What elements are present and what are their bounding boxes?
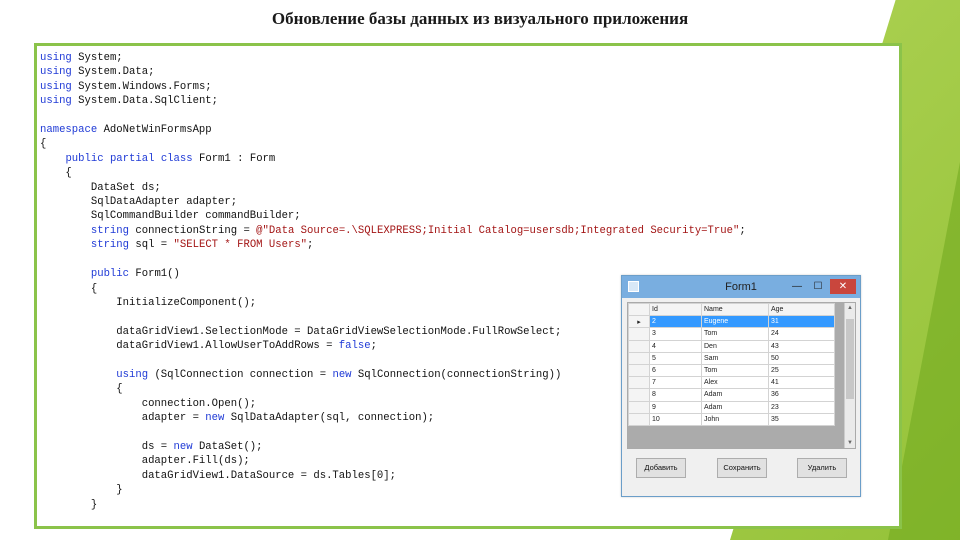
cell-id[interactable]: 10	[650, 413, 702, 425]
table-row[interactable]	[629, 316, 835, 328]
table-row[interactable]	[629, 364, 835, 376]
table-row[interactable]	[629, 328, 835, 340]
code-token	[40, 225, 91, 237]
code-keyword: false	[338, 340, 371, 353]
code-token: System;	[71, 52, 123, 64]
table-row[interactable]	[629, 377, 835, 389]
cell-id[interactable]: 5	[650, 352, 702, 364]
code-keyword: public	[90, 268, 130, 281]
code-keyword: new	[332, 368, 352, 381]
code-string: @"Data Source=.\SQLEXPRESS;Initial Catalog=usersdb;Integrated Security=True"	[256, 224, 740, 237]
cell-age[interactable]: 24	[769, 328, 835, 340]
vertical-scrollbar[interactable]	[844, 303, 855, 448]
code-token: InitializeComponent();	[40, 296, 257, 309]
code-keyword: namespace	[40, 124, 98, 137]
row-header[interactable]	[629, 328, 650, 340]
code-line	[40, 268, 180, 280]
code-token: }	[40, 484, 123, 497]
code-token: SqlConnection(connectionString))	[351, 368, 562, 381]
minimize-icon[interactable]: —	[792, 281, 802, 292]
code-token: ds =	[40, 440, 174, 453]
current-row-arrow-icon[interactable]: ▸	[629, 316, 650, 328]
row-header[interactable]	[629, 340, 650, 352]
cell-age[interactable]: 50	[769, 352, 835, 364]
column-header-age[interactable]: Age	[769, 304, 835, 316]
code-keyword: using	[40, 80, 72, 93]
column-header-id[interactable]: Id	[650, 304, 702, 316]
users-table	[628, 303, 835, 426]
code-line	[40, 412, 434, 424]
code-token: ;	[307, 239, 314, 252]
window-controls	[788, 279, 856, 294]
close-icon[interactable]: ✕	[830, 279, 856, 294]
code-token	[40, 268, 91, 280]
code-token: SqlDataAdapter adapter;	[40, 196, 238, 209]
code-line	[40, 484, 123, 496]
row-header[interactable]	[629, 401, 650, 413]
cell-age[interactable]: 43	[769, 340, 835, 352]
code-line	[40, 52, 123, 64]
code-token: Form1()	[129, 268, 180, 281]
cell-id[interactable]: 6	[650, 364, 702, 376]
table-row[interactable]	[629, 352, 835, 364]
code-keyword: class	[160, 152, 193, 165]
cell-age[interactable]: 31	[769, 316, 835, 328]
code-token: ;	[370, 340, 377, 353]
code-line	[40, 369, 561, 381]
cell-name[interactable]: Sam	[702, 352, 769, 364]
code-line	[40, 167, 72, 179]
cell-name[interactable]: Tom	[702, 364, 769, 376]
delete-button[interactable]: Удалить	[797, 458, 847, 478]
cell-name[interactable]: Adam	[702, 389, 769, 401]
code-token: System.Data;	[71, 66, 155, 79]
code-keyword: string	[90, 239, 130, 252]
code-line	[40, 326, 561, 338]
code-keyword: public	[65, 152, 104, 165]
window-titlebar[interactable]	[622, 276, 860, 298]
code-line	[40, 470, 396, 482]
cell-name[interactable]: Alex	[702, 377, 769, 389]
scroll-down-icon[interactable]: ▼	[847, 440, 853, 446]
code-line	[40, 383, 123, 395]
cell-age[interactable]: 41	[769, 377, 835, 389]
row-header[interactable]	[629, 352, 650, 364]
code-line	[40, 210, 301, 222]
row-header[interactable]	[629, 389, 650, 401]
code-keyword: using	[40, 95, 72, 108]
cell-id[interactable]: 2	[650, 316, 702, 328]
code-line	[40, 66, 154, 78]
cell-id[interactable]: 3	[650, 328, 702, 340]
cell-id[interactable]: 4	[650, 340, 702, 352]
cell-age[interactable]: 36	[769, 389, 835, 401]
code-token: ;	[739, 224, 746, 237]
code-token: SqlCommandBuilder commandBuilder;	[40, 210, 301, 223]
code-token	[40, 369, 116, 381]
code-line	[40, 239, 313, 251]
scroll-up-icon[interactable]: ▲	[847, 305, 853, 311]
code-line	[40, 441, 263, 453]
code-keyword: new	[173, 440, 193, 453]
table-row[interactable]	[629, 340, 835, 352]
code-line	[40, 95, 218, 107]
code-token: DataSet ds;	[40, 181, 161, 194]
code-line	[40, 196, 237, 208]
code-token: {	[40, 167, 72, 180]
add-button[interactable]: Добавить	[636, 458, 686, 478]
save-button[interactable]: Сохранить	[717, 458, 767, 478]
code-token: connection.Open();	[40, 397, 257, 410]
code-line	[40, 124, 212, 136]
code-keyword: using	[116, 368, 149, 381]
code-token: {	[40, 282, 98, 295]
table-row[interactable]	[629, 389, 835, 401]
code-line	[40, 153, 275, 165]
code-line	[40, 138, 46, 150]
code-token: Form1 : Form	[192, 152, 276, 165]
code-token: (SqlConnection connection =	[148, 368, 333, 381]
code-token: adapter.Fill(ds);	[40, 455, 250, 468]
code-token	[40, 239, 91, 251]
cell-age[interactable]: 23	[769, 401, 835, 413]
code-token: sql =	[129, 239, 174, 252]
window-title: Form1	[725, 281, 757, 293]
row-header[interactable]	[629, 413, 650, 425]
scrollbar-thumb[interactable]	[846, 319, 854, 399]
slide-title: Обновление базы данных из визуального приложения	[271, 9, 689, 28]
code-line	[40, 398, 256, 410]
cell-id[interactable]: 7	[650, 377, 702, 389]
cell-name[interactable]: Adam	[702, 401, 769, 413]
column-header-name[interactable]: Name	[702, 304, 769, 316]
code-token: SqlDataAdapter(sql, connection);	[224, 412, 435, 425]
code-line	[40, 283, 97, 295]
code-token: DataSet();	[192, 440, 263, 453]
code-string: "SELECT * FROM Users"	[173, 239, 308, 252]
cell-name[interactable]: Tom	[702, 328, 769, 340]
data-grid-view[interactable]	[627, 302, 856, 449]
table-row[interactable]	[629, 413, 835, 425]
form1-window	[621, 275, 861, 497]
cell-age[interactable]: 25	[769, 364, 835, 376]
code-token: dataGridView1.SelectionMode = DataGridViewSelectionMode.FullRowSelect;	[40, 325, 562, 338]
code-token: AdoNetWinFormsApp	[97, 124, 212, 137]
code-token: adapter =	[40, 412, 206, 425]
code-line	[40, 340, 377, 352]
code-line	[40, 297, 256, 309]
row-header-corner	[629, 304, 650, 316]
code-token	[40, 153, 65, 165]
code-line	[40, 225, 746, 237]
cell-name[interactable]: Eugene	[702, 316, 769, 328]
table-row[interactable]	[629, 401, 835, 413]
row-header[interactable]	[629, 364, 650, 376]
code-token: connectionString =	[129, 224, 257, 237]
cell-name[interactable]: John	[702, 413, 769, 425]
cell-id[interactable]: 8	[650, 389, 702, 401]
maximize-icon[interactable]: ☐	[813, 281, 823, 292]
cell-age[interactable]: 35	[769, 413, 835, 425]
code-token: {	[40, 138, 47, 151]
code-line	[40, 455, 250, 467]
code-keyword: using	[40, 52, 72, 64]
code-token: System.Data.SqlClient;	[71, 95, 219, 108]
code-keyword: partial	[109, 152, 155, 165]
code-line	[40, 81, 212, 93]
code-token: }	[40, 498, 98, 511]
code-token: dataGridView1.DataSource = ds.Tables[0];	[40, 469, 397, 482]
cell-name[interactable]: Den	[702, 340, 769, 352]
code-keyword: string	[90, 224, 130, 237]
table-header-row	[629, 304, 835, 316]
code-keyword: using	[40, 66, 72, 79]
code-keyword: new	[205, 412, 225, 425]
code-line	[40, 182, 161, 194]
code-token: dataGridView1.AllowUserToAddRows =	[40, 340, 339, 353]
code-token: System.Windows.Forms;	[71, 80, 212, 93]
cell-id[interactable]: 9	[650, 401, 702, 413]
code-line	[40, 499, 97, 511]
row-header[interactable]	[629, 377, 650, 389]
code-token: {	[40, 383, 123, 396]
